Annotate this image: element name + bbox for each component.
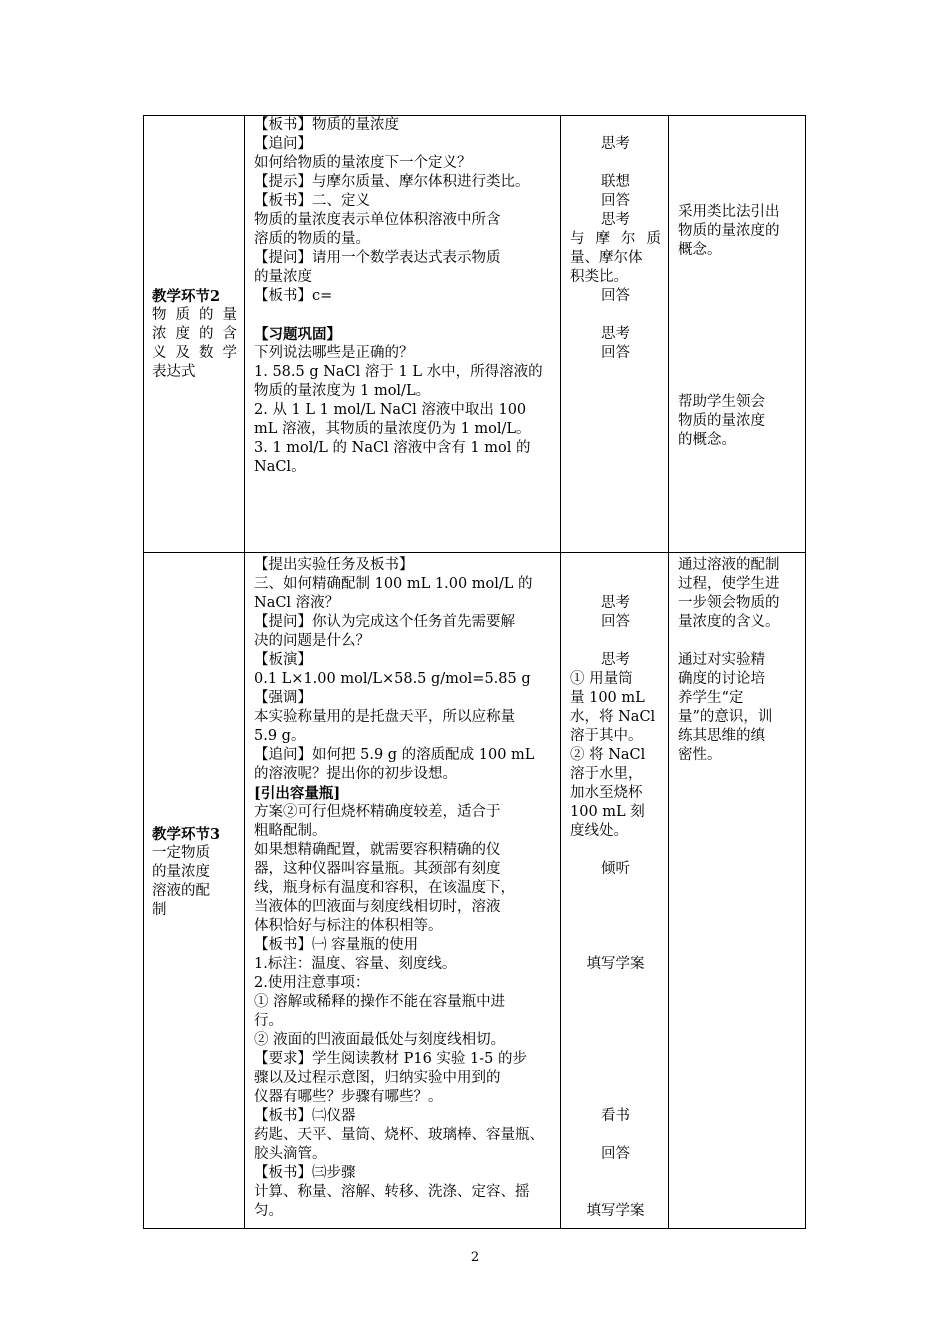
content-line: 【板书】㈠ 容量瓶的使用 — [254, 937, 419, 953]
student-line — [570, 556, 661, 575]
student-line: 100 mL 刻 — [570, 804, 645, 820]
content-line: 方案②可行但烧杯精确度较差，适合于 — [254, 804, 501, 820]
section-title: 教学环节3 — [152, 826, 221, 843]
content-line — [254, 306, 554, 325]
content-line: 胶头滴管。 — [254, 1146, 327, 1162]
student-line — [570, 116, 661, 135]
student-line — [570, 993, 661, 1012]
student-line — [570, 1164, 661, 1183]
content-line: 溶质的物质的量。 — [254, 231, 370, 247]
content-line: 【板书】㈢步骤 — [254, 1165, 356, 1181]
content-line: 器，这种仪器叫容量瓶。其颈部有刻度 — [254, 861, 501, 877]
content-line: 【追问】如何把 5.9 g 的溶质配成 100 mL — [254, 747, 535, 763]
student-line: 回答 — [601, 288, 630, 304]
student-line: 思考 — [601, 595, 630, 611]
content-line: 【提问】你认为完成这个任务首先需要解 — [254, 614, 515, 630]
content-line: 3. 1 mol/L 的 NaCl 溶液中含有 1 mol 的 — [254, 440, 531, 456]
content-line: 0.1 L×1.00 mol/L×58.5 g/mol=5.85 g — [254, 671, 531, 687]
intent-line: 一步领会物质的 — [678, 595, 780, 611]
student-line: 回答 — [601, 1146, 630, 1162]
lesson-plan-table — [143, 115, 806, 1229]
student-line: 联想 — [601, 174, 630, 190]
content-line: ① 溶解或稀释的操作不能在容量瓶中进 — [254, 994, 506, 1010]
student-line: 加水至烧杯 — [570, 785, 643, 801]
section-desc-line: 制 — [152, 902, 167, 918]
content-line: 决的问题是什么？ — [254, 633, 370, 649]
intent-line: 帮助学生领会 — [678, 394, 765, 410]
student-line — [570, 575, 661, 594]
content-line: 【板书】物质的量浓度 — [254, 117, 399, 133]
page-number: 2 — [470, 1250, 480, 1265]
content-line: 当液体的凹液面与刻度线相切时，溶液 — [254, 899, 501, 915]
student-line: 回答 — [601, 614, 630, 630]
intent-line: 的概念。 — [678, 432, 736, 448]
content-line: ② 液面的凹液面最低处与刻度线相切。 — [254, 1032, 506, 1048]
content-line: 【追问】 — [254, 136, 312, 152]
content-line: mL 溶液，其物质的量浓度仍为 1 mol/L。 — [254, 421, 531, 437]
content-line: 三、如何精确配制 100 mL 1.00 mol/L 的 — [254, 576, 533, 592]
content-line: 【提问】请用一个数学表达式表示物质 — [254, 250, 501, 266]
content-line: 【板书】㈡仪器 — [254, 1108, 356, 1124]
student-line — [570, 898, 661, 917]
teacher-activity-cell — [245, 116, 561, 553]
student-line — [570, 1069, 661, 1088]
student-line: 回答 — [601, 345, 630, 361]
student-line: 填写学案 — [586, 956, 645, 972]
student-line — [570, 936, 661, 955]
intent-line: 养学生“定 — [678, 690, 744, 706]
content-line: 5.9 g。 — [254, 728, 306, 744]
intent-line: 采用类比法引出 — [678, 204, 780, 220]
content-line: 【板书】二、定义 — [254, 193, 370, 209]
intent-line: 量”的意识，训 — [678, 709, 773, 725]
content-line: 2.使用注意事项： — [254, 975, 370, 991]
student-line: 度线处。 — [570, 823, 628, 839]
intent-line: 过程，使学生进 — [678, 576, 780, 592]
section-desc-line: 的量浓度 — [152, 864, 210, 880]
section-title: 教学环节2 — [152, 288, 221, 305]
student-line: 与 摩 尔 质 — [570, 231, 661, 247]
table-row — [144, 116, 806, 553]
student-line — [570, 974, 661, 993]
intent-line: 练其思维的缜 — [678, 728, 765, 744]
content-line: 线，瓶身标有温度和容积，在该温度下， — [254, 880, 515, 896]
student-line: 填写学案 — [586, 1203, 645, 1219]
student-line: 溶于水里， — [570, 766, 643, 782]
content-line: 2. 从 1 L 1 mol/L NaCl 溶液中取出 100 — [254, 402, 527, 418]
intent-line: 物质的量浓度的 — [678, 223, 780, 239]
section-cell — [144, 116, 245, 553]
student-line: 思考 — [601, 326, 630, 342]
content-line: NaCl。 — [254, 459, 306, 475]
design-intent-cell — [669, 116, 806, 553]
content-line: 【强调】 — [254, 690, 312, 706]
student-line — [570, 154, 661, 173]
content-line: 骤以及过程示意图，归纳实验中用到的 — [254, 1070, 501, 1086]
student-line: 水，将 NaCl — [570, 709, 656, 725]
section-cell — [144, 553, 245, 1229]
content-line: 【提示】与摩尔质量、摩尔体积进行类比。 — [254, 174, 530, 190]
content-line: 【板演】 — [254, 652, 312, 668]
student-line: 积类比。 — [570, 269, 628, 285]
student-line: ① 用量筒 — [570, 671, 633, 687]
section-desc-line: 物 质 的 量 — [152, 307, 237, 323]
student-activity-cell — [561, 116, 669, 553]
content-line: NaCl 溶液？ — [254, 595, 340, 611]
student-line: 量 100 mL — [570, 690, 645, 706]
intent-line: 量浓度的含义。 — [678, 614, 780, 630]
content-line: 【提出实验任务及板书】 — [254, 557, 414, 573]
intent-line: 物质的量浓度 — [678, 413, 765, 429]
student-line — [570, 1050, 661, 1069]
student-line — [570, 1088, 661, 1107]
content-line: 计算、称量、溶解、转移、洗涤、定容、摇 — [254, 1184, 530, 1200]
content-line: 1. 58.5 g NaCl 溶于 1 L 水中，所得溶液的 — [254, 364, 543, 380]
student-line — [570, 632, 661, 651]
section-desc-line: 表达式 — [152, 364, 196, 380]
content-line: 【习题巩固】 — [254, 326, 341, 343]
section-desc-line: 一定物质 — [152, 845, 210, 861]
intent-line: 确度的讨论培 — [678, 671, 765, 687]
teacher-activity-cell — [245, 553, 561, 1229]
student-line: ② 将 NaCl — [570, 747, 646, 763]
student-line — [570, 1183, 661, 1202]
section-desc-line: 浓 度 的 含 — [152, 326, 237, 342]
table-row — [144, 553, 806, 1229]
student-line — [570, 306, 661, 325]
intent-line — [678, 632, 799, 651]
intent-line: 通过对实验精 — [678, 652, 765, 668]
student-line: 回答 — [601, 193, 630, 209]
content-line: 粗略配制。 — [254, 823, 327, 839]
student-line — [570, 841, 661, 860]
section-desc-line: 溶液的配 — [152, 883, 210, 899]
student-line — [570, 1126, 661, 1145]
content-line: 体积恰好与标注的体积相等。 — [254, 918, 443, 934]
intent-line: 概念。 — [678, 242, 722, 258]
content-line: 本实验称量用的是托盘天平，所以应称量 — [254, 709, 515, 725]
content-line: 如果想精确配置，就需要容积精确的仪 — [254, 842, 501, 858]
student-line: 溶于其中。 — [570, 728, 643, 744]
student-line: 思考 — [601, 136, 630, 152]
section-desc-line: 义 及 数 学 — [152, 345, 237, 361]
intent-line: 通过溶液的配制 — [678, 557, 780, 573]
intent-line: 密性。 — [678, 747, 722, 763]
student-line — [570, 1012, 661, 1031]
content-line: 的溶液呢？提出你的初步设想。 — [254, 766, 457, 782]
content-line: 的量浓度 — [254, 269, 312, 285]
student-activity-cell — [561, 553, 669, 1229]
design-intent-cell — [669, 553, 806, 1229]
student-line — [570, 879, 661, 898]
content-line: 匀。 — [254, 1203, 283, 1219]
content-line: 1.标注：温度、容量、刻度线。 — [254, 956, 457, 972]
content-line: 【板书】c= — [254, 288, 333, 304]
student-line — [570, 1031, 661, 1050]
content-line: 物质的量浓度表示单位体积溶液中所含 — [254, 212, 501, 228]
student-line: 看书 — [601, 1108, 630, 1124]
content-line: 【要求】学生阅读教材 P16 实验 1-5 的步 — [254, 1051, 527, 1067]
content-line: 如何给物质的量浓度下一个定义？ — [254, 155, 472, 171]
student-line — [570, 917, 661, 936]
content-line: [引出容量瓶] — [254, 785, 341, 802]
student-line: 倾听 — [601, 861, 630, 877]
content-line: 下列说法哪些是正确的？ — [254, 345, 414, 361]
student-line: 量、摩尔体 — [570, 250, 643, 266]
content-line: 药匙、天平、量筒、烧杯、玻璃棒、容量瓶、 — [254, 1127, 544, 1143]
student-line: 思考 — [601, 212, 630, 228]
content-line: 物质的量浓度为 1 mol/L。 — [254, 383, 431, 399]
content-line: 仪器有哪些？步骤有哪些？。 — [254, 1089, 443, 1105]
content-line: 行。 — [254, 1013, 283, 1029]
student-line: 思考 — [601, 652, 630, 668]
